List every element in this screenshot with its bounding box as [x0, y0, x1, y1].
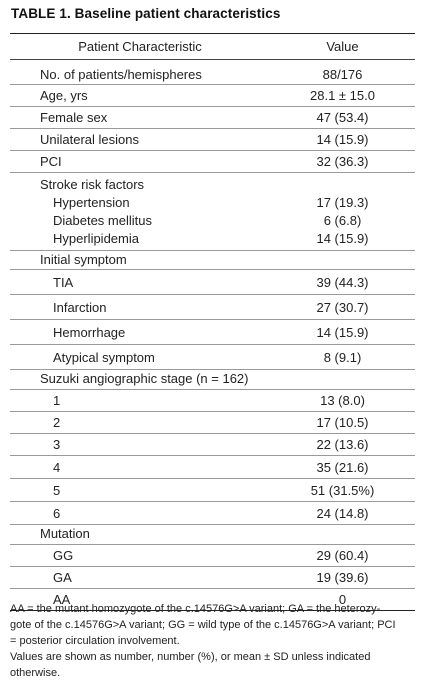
row-value: 6 (6.8) — [323, 213, 362, 228]
row-label: Hypertension — [53, 195, 130, 210]
group-header-row — [10, 370, 415, 390]
row-label: Unilateral lesions — [40, 132, 139, 147]
row-label: 4 — [53, 460, 61, 475]
table-header — [10, 34, 415, 60]
table-row — [10, 434, 415, 456]
table-row — [10, 63, 415, 85]
row-label: 5 — [53, 483, 61, 498]
table-row — [10, 129, 415, 151]
group-title: Mutation — [40, 526, 90, 541]
row-value: 47 (53.4) — [316, 110, 369, 125]
table-row — [10, 567, 415, 589]
row-value: 22 (13.6) — [316, 437, 369, 452]
row-value: 14 (15.9) — [316, 325, 369, 340]
table-row — [10, 85, 415, 107]
table-row — [10, 107, 415, 129]
row-label: 3 — [53, 437, 61, 452]
row-value: 35 (21.6) — [316, 460, 369, 475]
table-footnote — [10, 601, 411, 681]
row-label: No. of patients/hemispheres — [40, 67, 202, 82]
row-label: Age, yrs — [40, 88, 88, 103]
table-row — [10, 270, 415, 295]
footnote-line: otherwise. — [10, 667, 61, 679]
row-value: 88/176 — [322, 67, 363, 82]
table-row — [10, 345, 415, 370]
table-row — [10, 151, 415, 173]
row-label: TIA — [53, 275, 74, 290]
row-value: 39 (44.3) — [316, 275, 369, 290]
row-value: 17 (10.5) — [316, 415, 369, 430]
table-row — [10, 295, 415, 320]
table-row — [10, 545, 415, 567]
row-value: 29 (60.4) — [316, 548, 369, 563]
table-row — [10, 390, 415, 412]
row-label: Hyperlipidemia — [53, 231, 139, 246]
table-body — [10, 63, 415, 611]
row-value: 19 (39.6) — [316, 570, 369, 585]
group-title: Suzuki angiographic stage (n = 162) — [40, 371, 249, 386]
row-value: 51 (31.5%) — [310, 483, 375, 498]
table-row — [10, 412, 415, 434]
row-label: 6 — [53, 506, 61, 521]
footnote-line: AA = the mutant homozygote of the c.14576G>A variant; GA = the heterozy- — [10, 603, 381, 615]
row-label: Infarction — [53, 300, 107, 315]
header-characteristic: Patient Characteristic — [78, 39, 202, 54]
group-header-row — [10, 251, 415, 270]
row-value: 8 (9.1) — [323, 350, 362, 365]
table-row — [10, 456, 415, 479]
row-label: 1 — [53, 393, 61, 408]
footnote-line: = posterior circulation involvement. — [10, 635, 180, 647]
row-label: PCI — [40, 154, 62, 169]
row-label: Hemorrhage — [53, 325, 126, 340]
group-header-row — [10, 525, 415, 545]
row-label: Diabetes mellitus — [53, 213, 152, 228]
stroke-risk-group — [10, 173, 415, 251]
header-value: Value — [326, 39, 359, 54]
row-label: AA — [53, 592, 71, 607]
row-value: 17 (19.3) — [316, 195, 369, 210]
row-value: 0 — [338, 592, 347, 607]
table-row — [10, 502, 415, 525]
row-label: Atypical symptom — [53, 350, 155, 365]
table-row — [10, 320, 415, 345]
row-label: Female sex — [40, 110, 108, 125]
row-value: 27 (30.7) — [316, 300, 369, 315]
row-label: GA — [53, 570, 72, 585]
row-value: 28.1 ± 15.0 — [310, 88, 375, 103]
group-title: Initial symptom — [40, 252, 127, 267]
row-value: 14 (15.9) — [316, 132, 369, 147]
table-row — [10, 479, 415, 502]
row-value: 32 (36.3) — [316, 154, 369, 169]
row-value: 14 (15.9) — [316, 231, 369, 246]
row-label: GG — [53, 548, 74, 563]
table-title: TABLE 1. Baseline patient characteristics — [11, 6, 281, 21]
row-value: 24 (14.8) — [316, 506, 369, 521]
footnote-line: Values are shown as number, number (%), or mean ± SD unless indicated — [10, 651, 371, 663]
group-title: Stroke risk factors — [40, 177, 145, 192]
row-label: 2 — [53, 415, 61, 430]
footnote-line: gote of the c.14576G>A variant; GG = wild type of the c.14576G>A variant; PCI — [10, 619, 396, 631]
row-value: 13 (8.0) — [320, 393, 365, 408]
